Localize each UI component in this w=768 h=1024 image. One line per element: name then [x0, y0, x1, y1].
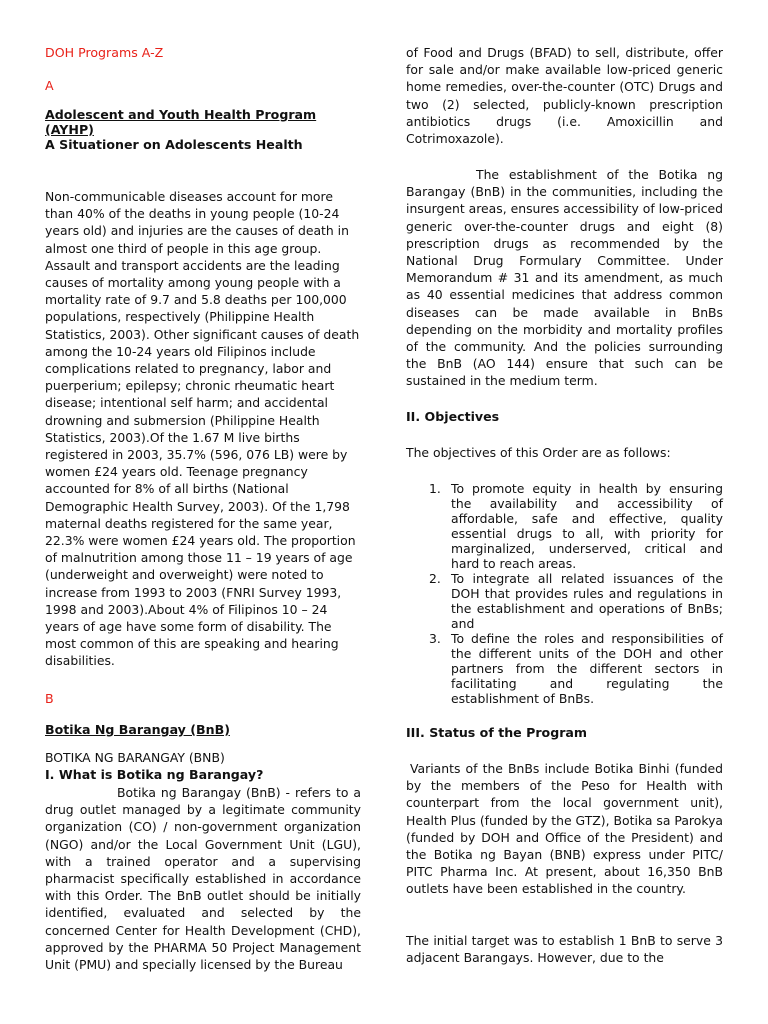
list-item [406, 631, 723, 706]
objectives-heading: II. Objectives [406, 409, 500, 424]
bnb-heading: Botika Ng Barangay (BnB) [45, 722, 230, 737]
list-item-number: 3. [429, 631, 441, 646]
list-item [406, 571, 723, 631]
establishment-paragraph: The establishment of the Botika ng Barangay (BnB) in the communities, including the insurgent areas, ensures accessibility of low-priced generic over-the-counter drugs and eight (8) prescription drugs as recommended by the National Drug Formulary Committee. Under Memorandum # 31 and its amendment, as much as 40 essential medicines that address common diseases can be made available in BnBs depending on the morbidity and mortality profiles of the community. And the policies surrounding the BnB (AO 144) ensure that such can be sustained in the medium term. [406, 167, 723, 389]
list-item-number: 2. [429, 571, 441, 586]
bnb-question: I. What is Botika ng Barangay? [45, 767, 264, 782]
objectives-list [406, 481, 723, 706]
continued-paragraph: of Food and Drugs (BFAD) to sell, distribute, offer for sale and/or make available low-priced generic home remedies, over-the-counter (OTC) Drugs and two (2) selected, publicly-known prescription antibiotics drugs (i.e. Amoxicillin and Cotrimoxazole). [406, 45, 723, 147]
list-item-text: To promote equity in health by ensuring the availability and accessibility of affordable, safe and effective, quality essential drugs to all, with priority for marginalized, underserved, critical and hard to reach areas. [451, 481, 723, 571]
objectives-intro: The objectives of this Order are as follows: [406, 445, 671, 460]
list-item-text: To integrate all related issuances of the DOH that provides rules and regulations in the establishment and operations of BnBs; and [451, 571, 723, 631]
ayhp-paragraph: Non-communicable diseases account for more than 40% of the deaths in young people (10-24 years old) and injuries are the causes of death in almost one third of people in this age group. Assault and transport accidents are the leading causes of mortality among young people with a mortality rate of 9.7 and 5.8 deaths per 100,000 populations, respectively (Philippine Health Statistics, 2003). Other significant causes of death among the 10-24 years old Filipinos include complications related to pregnancy, labor and puerperium; epilepsy; chronic rheumatic heart disease; intentional self harm; and accidental drowning and submersion (Philippine Health Statistics, 2003).Of the 1.67 M live births registered in 2003, 35.7% (596, 076 LB) were by women £24 years old. Teenage pregnancy accounted for 8% of all births (National Demographic Health Survey, 2003). Of the 1,798 maternal deaths registered for the same year, 22.3% were women £24 years old. The proportion of malnutrition among those 11 – 19 years of age (underweight and overweight) were noted to increase from 1993 to 2003 (FNRI Survey 1993, 1998 and 2003).About 4% of Filipinos 10 – 24 years of age have some form of disability. The most common of this are speaking and hearing disabilities. [45, 189, 360, 669]
bnb-caps-heading: BOTIKA NG BARANGAY (BNB) [45, 750, 225, 765]
status-paragraph: Variants of the BnBs include Botika Binhi (funded by the members of the Peso for Health with counterpart from the local government unit), Health Plus (funded by the GTZ), Botika sa Parokya (funded by DOH and Office of the President) and the Botika ng Bayan (BNB) express under PITC/ PITC Pharma Inc. At present, about 16,350 BnB outlets have been established in the country. [406, 761, 723, 897]
target-paragraph: The initial target was to establish 1 BnB to serve 3 adjacent Barangays. However, due to the [406, 933, 723, 966]
ayhp-heading: Adolescent and Youth Health Program (AYHP) [45, 107, 317, 137]
bnb-paragraph: Botika ng Barangay (BnB) - refers to a drug outlet managed by a legitimate community organization (CO) / non-government organization (NGO) and/or the Local Government Unit (LGU), with a trained operator and a supervising pharmacist specifically established in accordance with this Order. The BnB outlet should be initially identified, evaluated and selected by the concerned Center for Health Development (CHD), approved by the PHARMA 50 Project Management Unit (PMU) and specially licensed by the Bureau [45, 785, 361, 973]
section-letter-b: B [45, 691, 54, 706]
list-item [406, 481, 723, 571]
page-title: DOH Programs A-Z [45, 45, 164, 60]
ayhp-subheading: A Situationer on Adolescents Health [45, 137, 303, 152]
list-item-number: 1. [429, 481, 441, 496]
status-heading: III. Status of the Program [406, 725, 588, 740]
section-letter-a: A [45, 78, 54, 93]
list-item-text: To define the roles and responsibilities of the different units of the DOH and other partners from the different sectors in facilitating and regulating the establishment of BnBs. [451, 631, 723, 706]
